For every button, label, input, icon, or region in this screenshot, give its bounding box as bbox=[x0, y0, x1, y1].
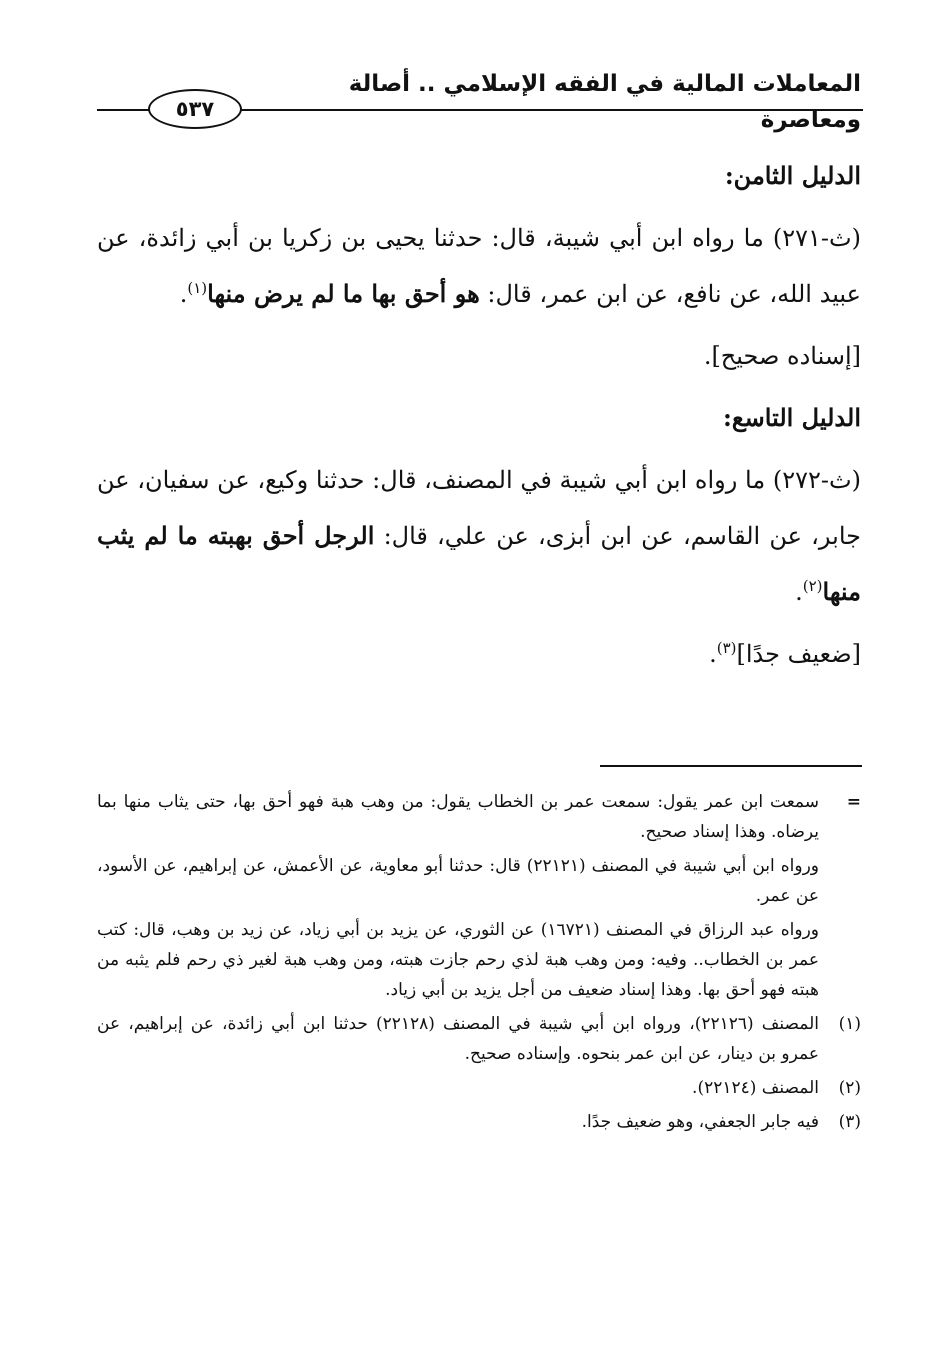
athar-272-grade-end: . bbox=[709, 640, 717, 668]
continuation-marker: = bbox=[846, 792, 861, 812]
footnote-2-text: المصنف (٢٢١٢٤). bbox=[692, 1078, 819, 1098]
footnote-1 bbox=[97, 1009, 861, 1069]
footnote-3 bbox=[97, 1107, 861, 1137]
footnote-continuation-text-2: ورواه ابن أبي شيبة في المصنف (٢٢١٢١) قال: حدثنا أبو معاوية، عن الأعمش، عن إبراهيم، عن الأسود، عن عمر. bbox=[97, 856, 819, 906]
athar-272-grade-text: [ضعيف جدًا] bbox=[736, 640, 861, 668]
athar-272-paragraph bbox=[97, 452, 861, 620]
footnote-1-text: المصنف (٢٢١٢٦)، ورواه ابن أبي شيبة في المصنف (٢٢١٢٨) حدثنا ابن أبي زائدة، عن إبراهيم، عن عمرو بن دينار، عن ابن عمر بنحوه. وإسناده صحيح. bbox=[97, 1014, 819, 1064]
athar-271-end: . bbox=[179, 280, 188, 308]
footnote-3-label: (٣) bbox=[838, 1112, 861, 1132]
footnote-ref-3[interactable]: (٣) bbox=[716, 639, 737, 657]
running-header-title: المعاملات المالية في الفقه الإسلامي .. أصالة ومعاصرة bbox=[348, 71, 861, 133]
athar-272-chain: (ث-٢٧٢) ما رواه ابن أبي شيبة في المصنف، قال: حدثنا وكيع، عن سفيان، عن جابر، عن القاسم، عن ابن أبزى، عن علي، قال: bbox=[97, 466, 861, 550]
athar-271-text: هو أحق بها ما لم يرض منها bbox=[207, 279, 480, 308]
athar-272-end: . bbox=[795, 578, 803, 606]
footnote-ref-2[interactable]: (٢) bbox=[802, 577, 823, 595]
page-number-badge: ٥٣٧ bbox=[148, 89, 242, 129]
footnote-2-label: (٢) bbox=[838, 1078, 861, 1098]
footnote-separator bbox=[600, 765, 862, 767]
athar-271-grade: [إسناده صحيح]. bbox=[703, 342, 861, 370]
athar-271-paragraph bbox=[97, 210, 861, 322]
athar-271-chain: (ث-٢٧١) ما رواه ابن أبي شيبة، قال: حدثنا يحيى بن زكريا بن أبي زائدة، عن عبيد الله، عن نافع، عن ابن عمر، قال: bbox=[97, 224, 861, 308]
athar-272-grade bbox=[97, 626, 861, 682]
footnotes-section bbox=[97, 787, 861, 1141]
evidence-heading-8: الدليل الثامن: bbox=[724, 161, 861, 190]
evidence-heading-9: الدليل التاسع: bbox=[723, 403, 861, 432]
footnote-continuation-text-1: سمعت ابن عمر يقول: سمعت عمر بن الخطاب يقول: من وهب هبة فهو أحق بها، حتى يثاب منها بما يرضاه. وهذا إسناد صحيح. bbox=[97, 792, 819, 842]
athar-272-text: الرجل أحق بهبته ما لم يثب منها bbox=[97, 521, 861, 606]
footnote-ref-1[interactable]: (١) bbox=[187, 279, 208, 297]
main-text bbox=[97, 148, 861, 688]
footnote-continuation-1 bbox=[97, 787, 861, 847]
footnote-continuation-text-3: ورواه عبد الرزاق في المصنف (١٦٧٢١) عن الثوري، عن يزيد بن أبي زياد، عن زيد بن وهب، قال: كتب عمر بن الخطاب.. وفيه: ومن وهب هبة لذي رحم جازت هبته، ومن وهب هبة لغير ذي رحم فلم يثبه من هبته فهو أحق بها. وهذا إسناد ضعيف من أجل يزيد بن أبي زياد. bbox=[97, 920, 819, 1000]
footnote-3-text: فيه جابر الجعفي، وهو ضعيف جدًا. bbox=[581, 1112, 819, 1132]
footnote-continuation-3 bbox=[97, 915, 861, 1005]
footnote-2 bbox=[97, 1073, 861, 1103]
footnote-continuation-2 bbox=[97, 851, 861, 911]
footnote-1-label: (١) bbox=[838, 1014, 861, 1034]
